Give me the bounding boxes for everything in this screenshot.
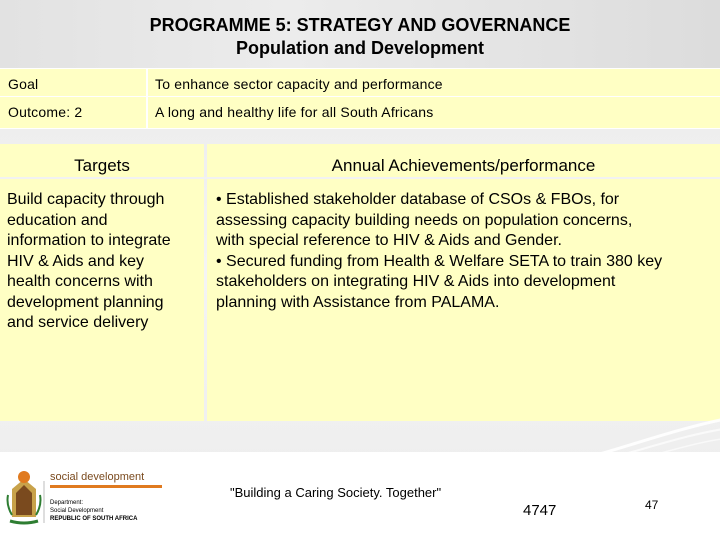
outcome-label: Outcome: 2 xyxy=(8,104,83,120)
footer-number: 4747 xyxy=(523,502,557,519)
targets-header: Targets xyxy=(74,156,130,175)
achievements-line: with special reference to HIV & Aids and Gender. xyxy=(216,232,562,249)
achievements-text xyxy=(216,190,718,313)
logo-dept-line: Department: xyxy=(50,500,84,506)
coat-of-arms-icon xyxy=(8,471,41,523)
targets-line: HIV & Aids and key xyxy=(7,252,144,270)
logo-dept-line: Social Development xyxy=(50,508,104,514)
targets-line: development planning xyxy=(7,293,164,311)
targets-line: health concerns with xyxy=(7,273,153,290)
achievements-column xyxy=(207,144,720,421)
row-divider xyxy=(146,97,148,128)
slogan: "Building a Caring Society. Together" xyxy=(230,485,442,500)
outcome-value: A long and healthy life for all South Africans xyxy=(155,104,434,120)
achievements-line: assessing capacity building needs on population concerns, xyxy=(216,211,633,229)
achievements-line: stakeholders on integrating HIV & Aids into development xyxy=(216,273,616,290)
achievements-header: Annual Achievements/performance xyxy=(331,156,596,175)
slide-subtitle: Population and Development xyxy=(235,38,485,58)
achievements-line: • Established stakeholder database of CSOs & FBOs, for xyxy=(216,191,620,208)
targets-line: education and xyxy=(7,211,108,229)
header-rule xyxy=(0,177,720,179)
slide-title: PROGRAMME 5: STRATEGY AND GOVERNANCE xyxy=(149,15,571,35)
achievements-line: • Secured funding from Health & Welfare SETA to train 380 key xyxy=(216,252,663,270)
targets-text xyxy=(7,190,199,334)
targets-line: Build capacity through xyxy=(7,191,165,208)
targets-column xyxy=(0,144,204,421)
targets-line: and service delivery xyxy=(7,314,149,331)
department-logo xyxy=(6,465,166,527)
footer xyxy=(0,452,720,540)
goal-value: To enhance sector capacity and performance xyxy=(155,76,443,92)
goal-label: Goal xyxy=(8,76,39,92)
logo-dept-line: REPUBLIC OF SOUTH AFRICA xyxy=(50,516,138,522)
outcome-row xyxy=(0,96,720,129)
achievements-line: planning with Assistance from PALAMA. xyxy=(216,293,500,311)
logo-brand-text: social development xyxy=(50,471,145,483)
page-number: 47 xyxy=(645,498,659,512)
targets-line: information to integrate xyxy=(7,232,171,249)
